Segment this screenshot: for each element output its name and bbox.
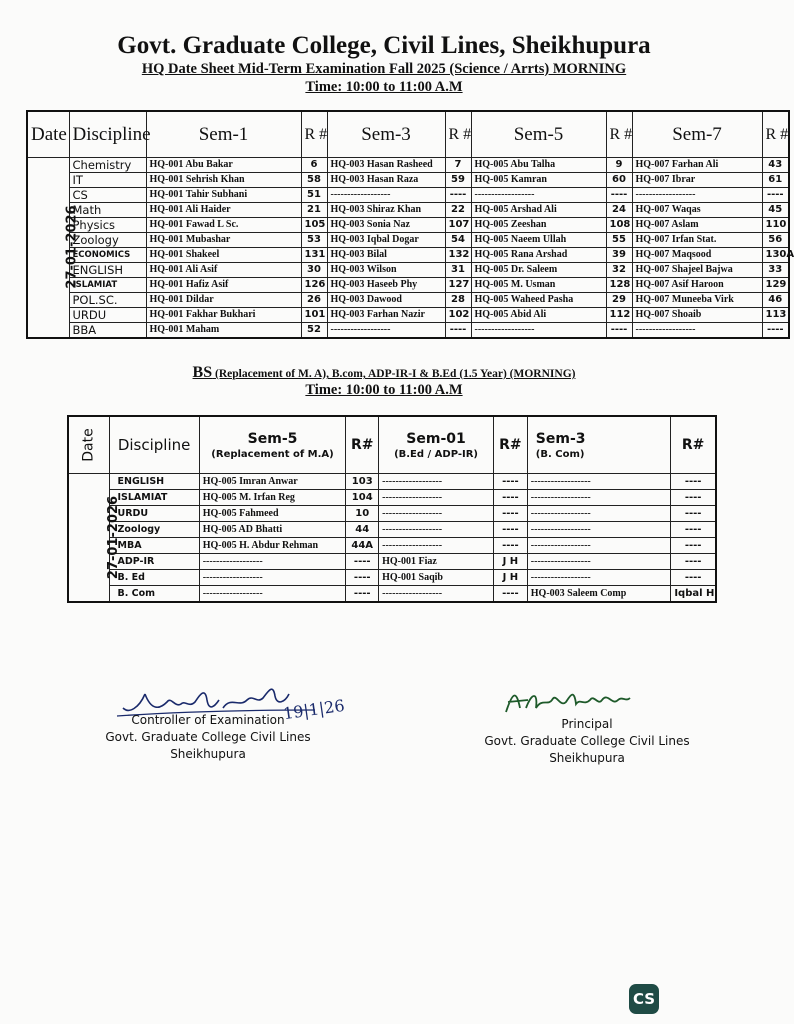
discipline-cell: ENGLISH — [109, 474, 199, 490]
room-cell: 102 — [445, 308, 471, 323]
invigilator-cell: ------------------ — [471, 323, 606, 339]
header-discipline: Discipline — [109, 416, 199, 474]
room-cell: 44A — [346, 538, 379, 554]
header-room: R# — [493, 416, 527, 474]
invigilator-cell: ------------------ — [527, 522, 671, 538]
room-cell: ---- — [346, 554, 379, 570]
room-cell: 29 — [606, 293, 632, 308]
invigilator-cell: ------------------ — [527, 570, 671, 586]
invigilator-cell: HQ-001 Saqib — [379, 570, 494, 586]
room-cell: 105 — [301, 218, 327, 233]
invigilator-cell: HQ-005 H. Abdur Rehman — [199, 538, 346, 554]
table-row — [68, 554, 716, 570]
header-sem5 — [199, 416, 346, 474]
principal-city: Sheikhupura — [549, 751, 625, 765]
invigilator-cell: HQ-005 Arshad Ali — [471, 203, 606, 218]
room-cell: ---- — [671, 522, 716, 538]
discipline-cell: ECONOMICS — [69, 248, 146, 263]
bs-exam-time: Time: 10:00 to 11:00 A.M — [305, 382, 463, 398]
invigilator-cell: HQ-005 Naeem Ullah — [471, 233, 606, 248]
exam-date: 27-01-2026 — [106, 495, 122, 579]
invigilator-cell: HQ-005 Rana Arshad — [471, 248, 606, 263]
controller-city: Sheikhupura — [170, 747, 246, 761]
invigilator-cell: HQ-007 Maqsood — [632, 248, 762, 263]
discipline-cell: IT — [69, 173, 146, 188]
table-row — [27, 218, 789, 233]
invigilator-cell: ------------------ — [379, 586, 494, 603]
invigilator-cell: HQ-003 Wilson — [327, 263, 445, 278]
principal-signature — [500, 684, 640, 720]
room-cell: ---- — [493, 586, 527, 603]
room-cell: ---- — [671, 570, 716, 586]
discipline-cell: Zoology — [69, 233, 146, 248]
invigilator-cell: ------------------ — [379, 490, 494, 506]
invigilator-cell: HQ-005 Imran Anwar — [199, 474, 346, 490]
invigilator-cell: ------------------ — [327, 323, 445, 339]
invigilator-cell: HQ-007 Irfan Stat. — [632, 233, 762, 248]
room-cell: 10 — [346, 506, 379, 522]
header-room: R # — [301, 111, 327, 158]
room-cell: ---- — [606, 323, 632, 339]
room-cell: 60 — [606, 173, 632, 188]
principal-college: Govt. Graduate College Civil Lines — [484, 734, 690, 748]
room-cell: 128 — [606, 278, 632, 293]
invigilator-cell: HQ-005 Abid Ali — [471, 308, 606, 323]
room-cell: 28 — [445, 293, 471, 308]
invigilator-cell: HQ-001 Fakhar Bukhari — [146, 308, 301, 323]
table-row — [68, 490, 716, 506]
header-date: Date — [68, 416, 109, 474]
invigilator-cell: HQ-001 Sehrish Khan — [146, 173, 301, 188]
table-row — [68, 570, 716, 586]
invigilator-cell: HQ-003 Saleem Comp — [527, 586, 671, 603]
invigilator-cell: HQ-005 M. Usman — [471, 278, 606, 293]
discipline-cell: BBA — [69, 323, 146, 339]
invigilator-cell: HQ-001 Fiaz — [379, 554, 494, 570]
invigilator-cell: ------------------ — [379, 506, 494, 522]
invigilator-cell: HQ-003 Iqbal Dogar — [327, 233, 445, 248]
table-row — [27, 293, 789, 308]
table-header-row — [27, 111, 789, 158]
header-sem01-sub: (B.Ed / ADP-IR) — [394, 448, 478, 460]
room-cell: 7 — [445, 158, 471, 173]
header-sem3 — [527, 416, 671, 474]
table-row — [27, 173, 789, 188]
room-cell: ---- — [671, 506, 716, 522]
room-cell: 44 — [346, 522, 379, 538]
invigilator-cell: HQ-003 Dawood — [327, 293, 445, 308]
room-cell: 113 — [762, 308, 789, 323]
invigilator-cell: ------------------ — [379, 474, 494, 490]
invigilator-cell: HQ-005 Kamran — [471, 173, 606, 188]
room-cell: 39 — [606, 248, 632, 263]
room-cell: Iqbal H — [671, 586, 716, 603]
header-sem3-sub: (B. Com) — [535, 448, 585, 460]
room-cell: 59 — [445, 173, 471, 188]
room-cell: ---- — [493, 474, 527, 490]
invigilator-cell: ------------------ — [199, 586, 346, 603]
table-row — [68, 474, 716, 490]
room-cell: 61 — [762, 173, 789, 188]
invigilator-cell: HQ-001 Mubashar — [146, 233, 301, 248]
invigilator-cell: HQ-007 Shajeel Bajwa — [632, 263, 762, 278]
invigilator-cell: HQ-005 Dr. Saleem — [471, 263, 606, 278]
table-row — [68, 522, 716, 538]
invigilator-cell: HQ-005 Zeeshan — [471, 218, 606, 233]
invigilator-cell: ------------------ — [632, 323, 762, 339]
table-row — [27, 308, 789, 323]
controller-title: Controller of Examination — [131, 713, 285, 727]
discipline-cell: CS — [69, 188, 146, 203]
header-sem5-sub: (Replacement of M.A) — [211, 448, 334, 460]
discipline-cell: Chemistry — [69, 158, 146, 173]
invigilator-cell: HQ-005 Abu Talha — [471, 158, 606, 173]
room-cell: J H — [493, 554, 527, 570]
room-cell: ---- — [762, 323, 789, 339]
room-cell: ---- — [445, 323, 471, 339]
room-cell: ---- — [493, 538, 527, 554]
invigilator-cell: HQ-003 Bilal — [327, 248, 445, 263]
bs-heading-label: BS — [192, 364, 213, 381]
invigilator-cell: HQ-003 Haseeb Phy — [327, 278, 445, 293]
discipline-cell: POL.SC. — [69, 293, 146, 308]
room-cell: 110 — [762, 218, 789, 233]
discipline-cell: B. Ed — [109, 570, 199, 586]
bs-section-heading — [0, 364, 768, 382]
invigilator-cell: HQ-001 Shakeel — [146, 248, 301, 263]
table-row — [68, 586, 716, 603]
invigilator-cell: HQ-001 Abu Bakar — [146, 158, 301, 173]
header-sem3-label: Sem-3 — [535, 430, 586, 447]
invigilator-cell: ------------------ — [527, 554, 671, 570]
header-room: R# — [346, 416, 379, 474]
invigilator-cell: ------------------ — [379, 538, 494, 554]
header-sem7: Sem-7 — [632, 111, 762, 158]
invigilator-cell: ------------------ — [527, 538, 671, 554]
invigilator-cell: HQ-007 Shoaib — [632, 308, 762, 323]
invigilator-cell: HQ-001 Tahir Subhani — [146, 188, 301, 203]
room-cell: 108 — [606, 218, 632, 233]
discipline-cell: Math — [69, 203, 146, 218]
header-sem01 — [379, 416, 494, 474]
page-subtitle: HQ Date Sheet Mid-Term Examination Fall 2025 (Science / Arrts) MORNING — [141, 61, 627, 77]
table-row — [27, 248, 789, 263]
invigilator-cell: HQ-001 Fawad L Sc. — [146, 218, 301, 233]
room-cell: 130A — [762, 248, 789, 263]
room-cell: 129 — [762, 278, 789, 293]
room-cell: 21 — [301, 203, 327, 218]
room-cell: 22 — [445, 203, 471, 218]
table-row — [68, 538, 716, 554]
room-cell: 112 — [606, 308, 632, 323]
invigilator-cell: ------------------ — [527, 474, 671, 490]
invigilator-cell: HQ-001 Ali Haider — [146, 203, 301, 218]
principal-block — [457, 716, 717, 767]
room-cell: ---- — [445, 188, 471, 203]
invigilator-cell: ------------------ — [379, 522, 494, 538]
room-cell: 51 — [301, 188, 327, 203]
room-cell: 103 — [346, 474, 379, 490]
discipline-cell: B. Com — [109, 586, 199, 603]
room-cell: 56 — [762, 233, 789, 248]
invigilator-cell: HQ-001 Ali Asif — [146, 263, 301, 278]
room-cell: ---- — [346, 570, 379, 586]
room-cell: ---- — [671, 554, 716, 570]
invigilator-cell: ------------------ — [199, 570, 346, 586]
header-sem5: Sem-5 — [471, 111, 606, 158]
header-date: Date — [27, 111, 69, 158]
room-cell: 43 — [762, 158, 789, 173]
room-cell: 52 — [301, 323, 327, 339]
invigilator-cell: ------------------ — [527, 506, 671, 522]
invigilator-cell: HQ-003 Hasan Rasheed — [327, 158, 445, 173]
invigilator-cell: HQ-005 Fahmeed — [199, 506, 346, 522]
discipline-cell: ISLAMIAT — [69, 278, 146, 293]
controller-college: Govt. Graduate College Civil Lines — [105, 730, 311, 744]
room-cell: 131 — [301, 248, 327, 263]
room-cell: 9 — [606, 158, 632, 173]
invigilator-cell: HQ-005 AD Bhatti — [199, 522, 346, 538]
table-row — [27, 188, 789, 203]
invigilator-cell: HQ-001 Hafiz Asif — [146, 278, 301, 293]
discipline-cell: ISLAMIAT — [109, 490, 199, 506]
header-room: R # — [445, 111, 471, 158]
table-header-row — [68, 416, 716, 474]
header-room: R # — [762, 111, 789, 158]
exam-date: 27-01-2026 — [64, 205, 80, 289]
invigilator-cell: HQ-001 Maham — [146, 323, 301, 339]
table-row — [68, 506, 716, 522]
header-sem1: Sem-1 — [146, 111, 301, 158]
exam-date-cell — [68, 474, 122, 603]
room-cell: J H — [493, 570, 527, 586]
room-cell: 30 — [301, 263, 327, 278]
invigilator-cell: HQ-007 Farhan Ali — [632, 158, 762, 173]
room-cell: ---- — [493, 490, 527, 506]
invigilator-cell: HQ-007 Aslam — [632, 218, 762, 233]
table-row — [27, 323, 789, 339]
room-cell: 107 — [445, 218, 471, 233]
discipline-cell: URDU — [109, 506, 199, 522]
invigilator-cell: HQ-007 Muneeba Virk — [632, 293, 762, 308]
room-cell: ---- — [493, 522, 527, 538]
discipline-cell: URDU — [69, 308, 146, 323]
page-title: Govt. Graduate College, Civil Lines, Sheikhupura — [117, 32, 651, 59]
table-row — [27, 203, 789, 218]
header-sem3: Sem-3 — [327, 111, 445, 158]
invigilator-cell: HQ-005 Waheed Pasha — [471, 293, 606, 308]
discipline-cell: ENGLISH — [69, 263, 146, 278]
invigilator-cell: HQ-001 Dildar — [146, 293, 301, 308]
handwritten-date: 19|1|26 — [281, 695, 346, 724]
table-row — [27, 158, 789, 173]
room-cell: ---- — [671, 474, 716, 490]
room-cell: 101 — [301, 308, 327, 323]
controller-block — [88, 712, 328, 763]
invigilator-cell: ------------------ — [527, 490, 671, 506]
table-row — [27, 233, 789, 248]
header-room: R# — [671, 416, 716, 474]
datesheet-table-bs — [67, 415, 717, 603]
discipline-cell: Zoology — [109, 522, 199, 538]
room-cell: 46 — [762, 293, 789, 308]
room-cell: 53 — [301, 233, 327, 248]
invigilator-cell: ------------------ — [471, 188, 606, 203]
room-cell: 58 — [301, 173, 327, 188]
invigilator-cell: ------------------ — [199, 554, 346, 570]
datesheet-table-science — [26, 110, 794, 339]
table-row — [27, 263, 789, 278]
invigilator-cell: HQ-003 Farhan Nazir — [327, 308, 445, 323]
header-sem01-label: Sem-01 — [406, 430, 466, 447]
room-cell: 45 — [762, 203, 789, 218]
room-cell: ---- — [671, 538, 716, 554]
invigilator-cell: ------------------ — [632, 188, 762, 203]
room-cell: ---- — [346, 586, 379, 603]
invigilator-cell: HQ-005 M. Irfan Reg — [199, 490, 346, 506]
camscanner-logo: CS — [629, 984, 659, 1014]
room-cell: ---- — [671, 490, 716, 506]
room-cell: ---- — [493, 506, 527, 522]
invigilator-cell: HQ-003 Hasan Raza — [327, 173, 445, 188]
header-discipline: Discipline — [69, 111, 146, 158]
room-cell: 33 — [762, 263, 789, 278]
header-sem5-label: Sem-5 — [247, 430, 298, 447]
principal-title: Principal — [561, 717, 613, 731]
room-cell: 132 — [445, 248, 471, 263]
invigilator-cell: HQ-003 Sonia Naz — [327, 218, 445, 233]
room-cell: ---- — [606, 188, 632, 203]
invigilator-cell: HQ-007 Asif Haroon — [632, 278, 762, 293]
room-cell: ---- — [762, 188, 789, 203]
room-cell: 104 — [346, 490, 379, 506]
exam-time: Time: 10:00 to 11:00 A.M — [305, 79, 463, 95]
header-room: R # — [606, 111, 632, 158]
room-cell: 31 — [445, 263, 471, 278]
invigilator-cell: HQ-003 Shiraz Khan — [327, 203, 445, 218]
room-cell: 26 — [301, 293, 327, 308]
room-cell: 24 — [606, 203, 632, 218]
bs-heading-detail: (Replacement of M. A), B.com, ADP-IR-I & B.Ed (1.5 Year) (MORNING) — [212, 368, 576, 380]
room-cell: 54 — [445, 233, 471, 248]
invigilator-cell: HQ-007 Waqas — [632, 203, 762, 218]
discipline-cell: MBA — [109, 538, 199, 554]
room-cell: 127 — [445, 278, 471, 293]
room-cell: 55 — [606, 233, 632, 248]
discipline-cell: Physics — [69, 218, 146, 233]
table-row — [27, 278, 789, 293]
invigilator-cell: ------------------ — [327, 188, 445, 203]
room-cell: 126 — [301, 278, 327, 293]
invigilator-cell: HQ-007 Ibrar — [632, 173, 762, 188]
discipline-cell: ADP-IR — [109, 554, 199, 570]
room-cell: 6 — [301, 158, 327, 173]
room-cell: 32 — [606, 263, 632, 278]
